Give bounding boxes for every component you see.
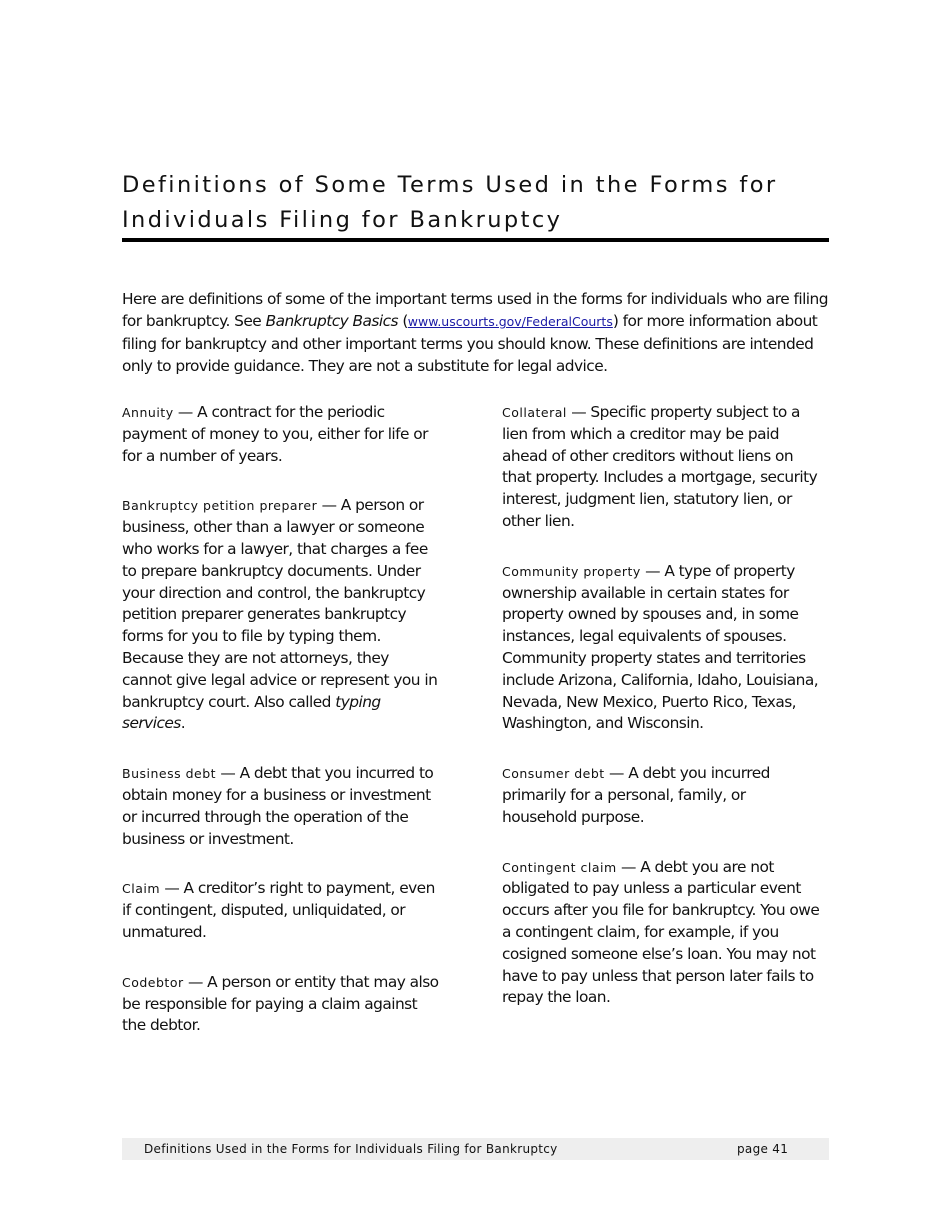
definition-term: Codebtor	[122, 974, 184, 990]
definition-term: Consumer debt	[502, 766, 605, 782]
definition-text: A contract for the periodic payment of money to you, either for life or for a number of years.	[122, 403, 428, 465]
definition-term: Collateral	[502, 405, 567, 420]
definition-dash: —	[173, 403, 198, 421]
definition-text: Specific property subject to a lien from which a creditor may be paid ahead of other creditors without liens on that property. Includes a mortgage, security interest, judgment lien, statutory lien, or other lien.	[502, 403, 818, 530]
definition-term: Annuity	[122, 405, 174, 420]
definition-dash: —	[640, 561, 665, 580]
definition-text: A person or business, other than a lawyer or someone who works for a lawyer, that charges a fee to prepare bankruptcy documents. Under your direction and control, the bankruptcy petition preparer generates bankruptcy forms for you to file by typing them. Because they are not attorneys, they cannot give legal advice or represent you in bankruptcy court. Also called	[122, 496, 438, 711]
definition-text: A debt that you incurred to obtain money for a business or investment or incurred through the operation of the business or investment.	[122, 764, 434, 848]
intro-book-title: Bankruptcy Basics	[265, 312, 398, 330]
right-definitions-column	[502, 402, 822, 1037]
definition-term: Claim	[122, 881, 161, 897]
definition-text: A creditor’s right to payment, even if contingent, disputed, unliquidated, or unmatured.	[122, 879, 435, 941]
definition-contingent-claim	[502, 857, 822, 1010]
definition-dash: —	[616, 857, 641, 876]
definition-consumer-debt	[502, 763, 822, 828]
definition-dash: —	[317, 496, 341, 515]
intro-text-before: Here are definitions of some of the important terms used in the forms for individuals who are filing for bankruptcy. See	[122, 290, 828, 330]
intro-paragraph	[122, 288, 832, 377]
intro-paren-open: (	[398, 312, 408, 330]
definition-dash: —	[160, 879, 184, 898]
definition-dash: —	[604, 764, 629, 783]
definition-dash: —	[183, 972, 208, 991]
left-definitions-column	[122, 402, 442, 1065]
definition-dash: —	[216, 764, 240, 783]
definition-term: Contingent claim	[502, 859, 617, 875]
definition-text: A debt you incurred primarily for a personal, family, or household purpose.	[502, 764, 770, 826]
title-rule	[122, 238, 829, 242]
page-number: page 41	[737, 1142, 789, 1156]
definition-bankruptcy-petition-preparer	[122, 495, 442, 735]
definition-italic-term: typing services	[122, 692, 381, 733]
intro-text-after: ) for more information about filing for bankruptcy and other important terms you should know. These definitions are intended only to provide guidance. They are not a substitute for legal advice.	[122, 312, 818, 375]
page-footer	[122, 1138, 829, 1160]
definition-term: Bankruptcy petition preparer	[122, 498, 318, 514]
definition-dash: —	[566, 403, 591, 421]
page-title: Definitions of Some Terms Used in the Forms for Individuals Filing for Bankruptcy	[122, 172, 778, 233]
definition-text: A person or entity that may also be responsible for paying a claim against the debtor.	[122, 972, 439, 1035]
definition-term: Business debt	[122, 766, 217, 782]
definition-text: A type of property ownership available in certain states for property owned by spouses and, in some instances, legal equivalents of spouses. Community property states and territories include Arizona, California, Idaho, Louisiana, Nevada, New Mexico, Puerto Rico, Texas, Washington, and Wisconsin.	[502, 561, 819, 733]
definition-ending: .	[180, 714, 186, 733]
definition-business-debt	[122, 763, 442, 850]
definition-collateral	[502, 402, 822, 533]
definition-annuity	[122, 402, 442, 467]
definition-claim	[122, 878, 442, 943]
footer-title: Definitions Used in the Forms for Individuals Filing for Bankruptcy	[144, 1142, 558, 1156]
definition-community-property	[502, 561, 822, 735]
definition-codebtor	[122, 972, 442, 1037]
definition-text: A debt you are not obligated to pay unless a particular event occurs after you file for bankruptcy. You owe a contingent claim, for example, if you cosigned someone else’s loan. You may not have to pay unless that person later fails to repay the loan.	[502, 857, 820, 1007]
definition-term: Community property	[502, 563, 641, 579]
federal-courts-link[interactable]: www.uscourts.gov/FederalCourts	[407, 314, 613, 329]
